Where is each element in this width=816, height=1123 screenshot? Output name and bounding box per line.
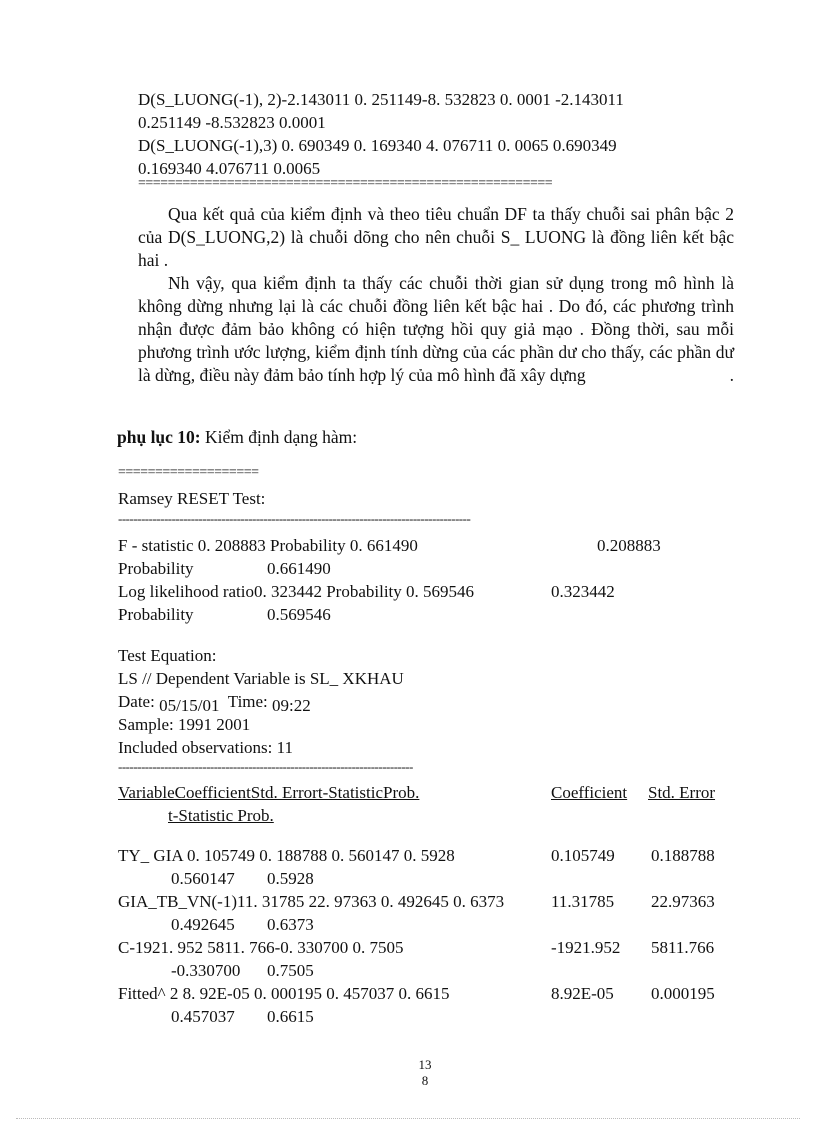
time-label: Time: — [227, 692, 268, 711]
dependent-variable: LS // Dependent Variable is SL_ XKHAU — [118, 669, 404, 688]
appendix-label: phụ lục 10: — [117, 427, 201, 447]
ramsey-separator-2: -------------------------------------------------------------------------------------------- — [118, 511, 471, 526]
observations-line: Included observations: 11 — [118, 738, 293, 757]
row-std-error: 5811.766 — [651, 938, 715, 957]
log-likelihood-value: 0.323442 — [551, 582, 615, 601]
row-std-error: 0.000195 — [651, 984, 715, 1003]
paragraph-2-text: Nh vậy, qua kiểm định ta thấy các chuỗi thời gian sử dụng trong mô hình là không dừng nhưng lại là các chuỗi đồng liên kết bậc hai . Do đó, các phương trình nhận được đảm bảo không có hiện tượng hồi quy giả mạo . Đồng thời, sau mỗi phương trình ước lượng, kiểm định tính dừng của các phần dư cho thấy, các phần dư là dừng, điều này đảm bảo tính hợp lý của mô hình đã xây dựng — [138, 273, 734, 385]
paragraph-block — [138, 203, 734, 387]
probability-2-value: 0.569546 — [267, 605, 331, 624]
row-prob: 0.7505 — [267, 961, 314, 980]
top-line-3: D(S_LUONG(-1),3) 0. 690349 0. 169340 4. 076711 0. 0065 0.690349 — [138, 136, 617, 155]
row-std-error: 22.97363 — [651, 892, 715, 911]
paragraph-2 — [138, 272, 734, 387]
top-line-1: D(S_LUONG(-1), 2)-2.143011 0. 251149-8. 532823 0. 0001 -2.143011 — [138, 90, 624, 109]
row-prob: 0.6615 — [267, 1007, 314, 1026]
row-main: C-1921. 952 5811. 766-0. 330700 0. 7505 — [118, 938, 404, 957]
page-number-top: 13 — [418, 1057, 432, 1072]
top-line-2: 0.251149 -8.532823 0.0001 — [138, 113, 326, 132]
date-time-line — [118, 691, 311, 713]
ramsey-title: Ramsey RESET Test: — [118, 489, 266, 508]
f-statistic-line: F - statistic 0. 208883 Probability 0. 661490 — [118, 536, 418, 555]
f-statistic-value: 0.208883 — [597, 536, 661, 555]
paragraph-1: Qua kết quả của kiểm định và theo tiêu chuẩn DF ta thấy chuỗi sai phân bậc 2 của D(S_LUONG,2) là chuỗi dõng cho nên chuỗi S_ LUONG là đồng liên kết bậc hai . — [138, 204, 734, 270]
row-t-statistic: 0.492645 — [171, 915, 235, 934]
equation-separator: ----------------------------------------------------------------------------- — [118, 759, 413, 774]
row-prob: 0.5928 — [267, 869, 314, 888]
row-coefficient: 11.31785 — [551, 892, 615, 911]
time-value: 09:22 — [272, 696, 311, 715]
appendix-heading — [117, 426, 357, 448]
page-bottom-divider — [16, 1118, 800, 1119]
probability-1-label: Probability — [118, 559, 194, 578]
row-coefficient: 8.92E-05 — [551, 984, 614, 1003]
page-number-bottom: 8 — [421, 1073, 429, 1088]
row-std-error: 0.188788 — [651, 846, 715, 865]
row-coefficient: 0.105749 — [551, 846, 615, 865]
probability-1-value: 0.661490 — [267, 559, 331, 578]
paragraph-2-end: . — [729, 365, 734, 385]
row-main: TY_ GIA 0. 105749 0. 188788 0. 560147 0. 5928 — [118, 846, 455, 865]
row-prob: 0.6373 — [267, 915, 314, 934]
row-main: Fitted^ 2 8. 92E-05 0. 000195 0. 457037 0. 6615 — [118, 984, 450, 1003]
ramsey-separator-1: =================== — [118, 465, 259, 480]
log-likelihood-line: Log likelihood ratio0. 323442 Probability 0. 569546 — [118, 582, 475, 601]
date-value: 05/15/01 — [159, 696, 220, 715]
sample-line: Sample: 1991 2001 — [118, 715, 251, 734]
row-main: GIA_TB_VN(-1)11. 31785 22. 97363 0. 492645 0. 6373 — [118, 892, 505, 911]
row-t-statistic: 0.560147 — [171, 869, 235, 888]
row-coefficient: -1921.952 — [551, 938, 621, 957]
top-separator: ======================================================== — [138, 176, 553, 191]
table-header-coefficient: Coefficient — [551, 783, 628, 802]
top-line-4: 0.169340 4.076711 0.0065 — [138, 159, 321, 178]
row-t-statistic: 0.457037 — [171, 1007, 235, 1026]
table-header-sub: t-Statistic Prob. — [168, 806, 274, 825]
date-label: Date: — [118, 692, 155, 711]
test-equation-title: Test Equation: — [118, 646, 217, 665]
row-t-statistic: -0.330700 — [171, 961, 241, 980]
table-header-std-error: Std. Error — [648, 783, 716, 802]
appendix-title: Kiểm định dạng hàm: — [200, 427, 358, 447]
table-header-main: VariableCoefficientStd. Errort-StatisticProb. — [118, 783, 420, 802]
probability-2-label: Probability — [118, 605, 194, 624]
